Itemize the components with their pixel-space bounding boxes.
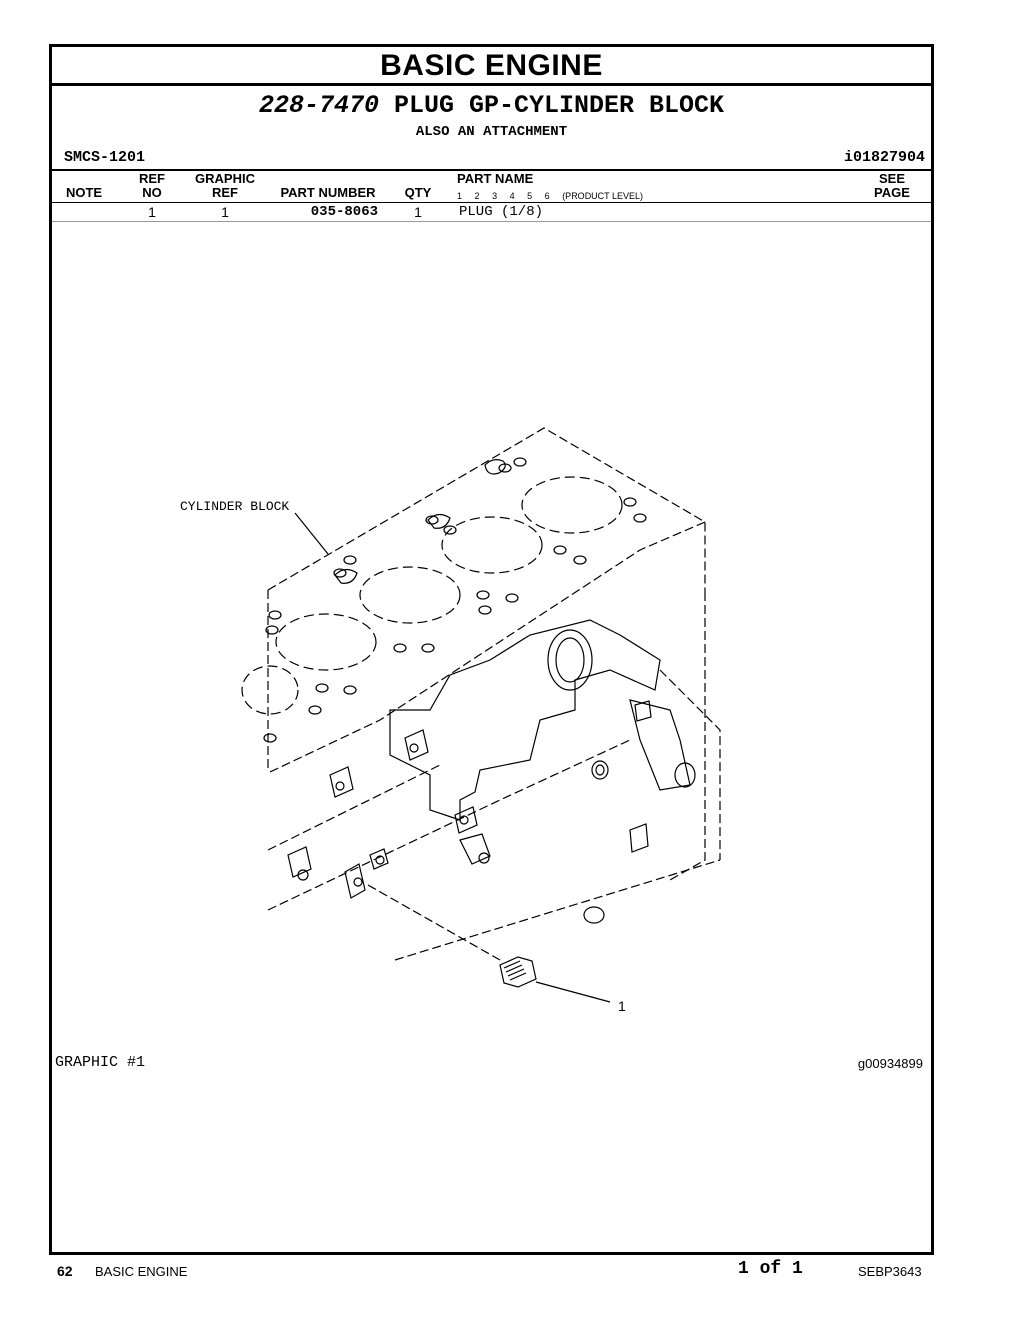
plug-part-1 (368, 885, 626, 1014)
callout-cylinder-block: CYLINDER BLOCK (180, 499, 290, 514)
smcs-code: SMCS-1201 (64, 149, 146, 166)
row-graphic-ref: 1 (221, 204, 229, 220)
row-ref-no: 1 (148, 204, 156, 220)
level-2: 2 (474, 191, 480, 201)
cylinder-block-illustration (180, 420, 760, 1020)
section-title-band (52, 47, 931, 86)
document-ident: i01827904 (843, 149, 925, 166)
section-title: BASIC ENGINE (380, 49, 603, 82)
footer-section: BASIC ENGINE (95, 1264, 188, 1279)
level-label: (PRODUCT LEVEL) (562, 191, 644, 201)
part-group-number: 228-7470 (258, 91, 379, 120)
callout-leader-block (295, 513, 328, 554)
level-4: 4 (509, 191, 515, 201)
footer-page-of: 1 of 1 (738, 1259, 803, 1279)
product-levels (457, 191, 653, 201)
part-title (52, 91, 931, 120)
page-footer (0, 1256, 1020, 1286)
head-bolt-holes (264, 458, 646, 742)
level-5: 5 (527, 191, 533, 201)
block-outline (268, 428, 720, 960)
row-part-number[interactable]: 035-8063 (310, 204, 378, 220)
table-row (52, 203, 931, 222)
level-6: 6 (544, 191, 550, 201)
level-3: 3 (492, 191, 498, 201)
part-group-name: PLUG GP-CYLINDER BLOCK (393, 91, 725, 120)
col-see-top: SEE (878, 171, 905, 186)
col-ref-top: REF (139, 171, 165, 186)
col-part-name: PART NAME (457, 171, 534, 186)
col-graphic-bottom: REF (212, 185, 238, 200)
cylinder-bores (242, 477, 622, 714)
col-see-bottom: PAGE (874, 185, 910, 200)
level-1: 1 (457, 191, 463, 201)
row-part-name: PLUG (1/8) (459, 204, 544, 220)
col-ref (134, 172, 170, 200)
col-graphic-ref (190, 172, 260, 200)
part-header (52, 86, 931, 171)
col-qty: QTY (404, 185, 432, 200)
part-subtitle: ALSO AN ATTACHMENT (415, 124, 568, 140)
table-header (52, 169, 931, 203)
col-see-page (867, 172, 917, 200)
col-note: NOTE (65, 185, 103, 200)
col-part-number: PART NUMBER (280, 185, 376, 200)
footer-page-number: 62 (57, 1263, 73, 1279)
footer-doc-id: SEBP3643 (858, 1264, 922, 1279)
col-graphic-top: GRAPHIC (195, 171, 255, 186)
graphic-id: g00934899 (857, 1056, 923, 1071)
callout-leader-ref (536, 982, 610, 1002)
col-ref-bottom: NO (142, 185, 162, 200)
graphic-label: GRAPHIC #1 (55, 1054, 146, 1071)
callout-ref-1: 1 (618, 998, 626, 1014)
plug-leader-dashed (368, 885, 500, 960)
water-passages (335, 460, 505, 584)
block-side-features (288, 620, 695, 923)
row-qty: 1 (414, 204, 422, 220)
